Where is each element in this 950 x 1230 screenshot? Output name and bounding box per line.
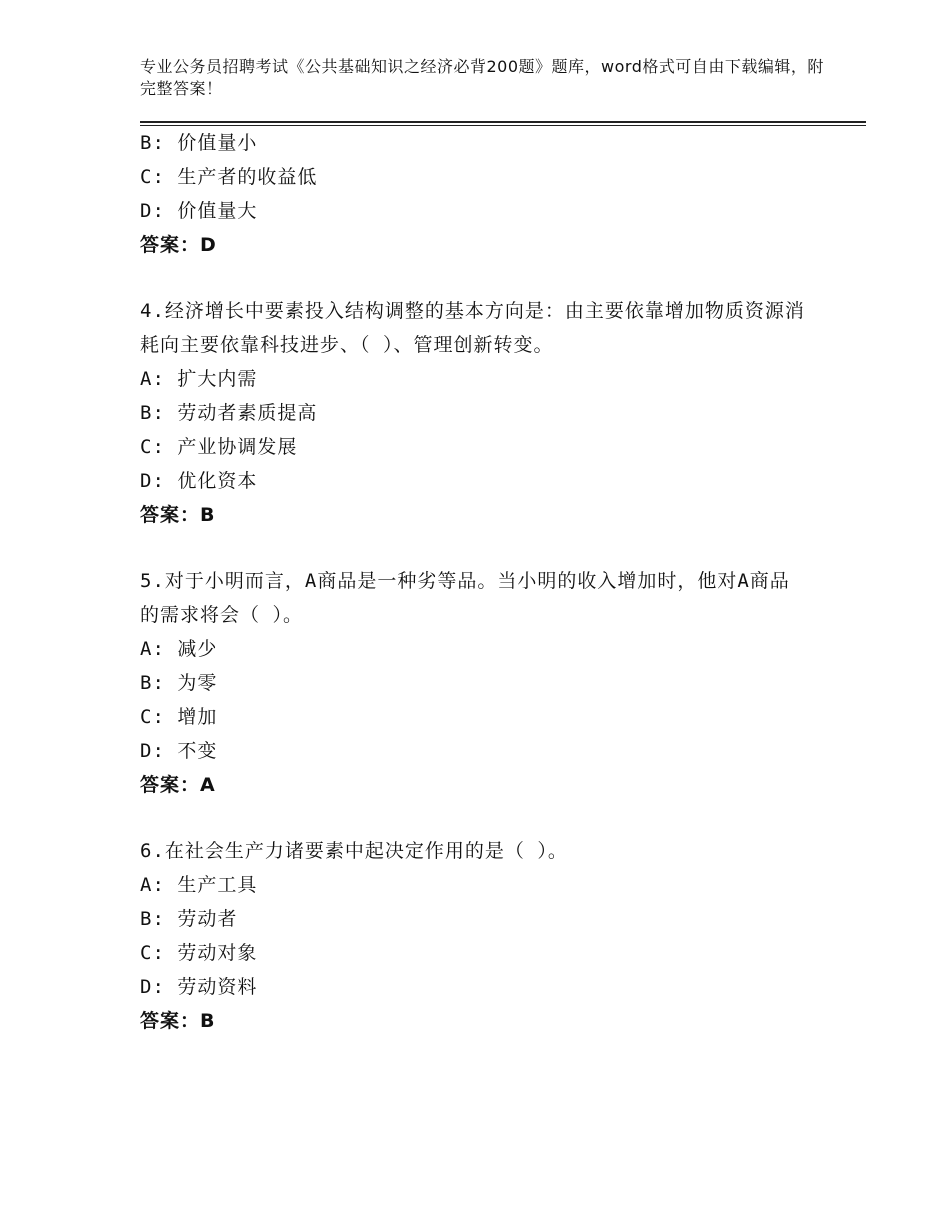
option-d: D: 优化资本 bbox=[140, 470, 258, 492]
option-c: C: 增加 bbox=[140, 706, 218, 728]
page-header bbox=[140, 56, 840, 100]
option-d: D: 价值量大 bbox=[140, 200, 258, 222]
question-4 bbox=[140, 294, 840, 532]
question-stem: 4.经济增长中要素投入结构调整的基本方向是：由主要依靠增加物质资源消耗向主要依靠科技进步、（ ）、管理创新转变。 bbox=[140, 300, 805, 356]
question-5 bbox=[140, 564, 840, 802]
question-stem: 6.在社会生产力诸要素中起决定作用的是（ ）。 bbox=[140, 840, 568, 862]
question-6 bbox=[140, 834, 840, 1038]
answer-label: 答案：A bbox=[140, 774, 216, 796]
option-b: B: 劳动者 bbox=[140, 908, 238, 930]
option-b: B: 价值量小 bbox=[140, 132, 258, 154]
option-d: D: 不变 bbox=[140, 740, 218, 762]
header-divider bbox=[140, 121, 866, 123]
option-a: A: 减少 bbox=[140, 638, 218, 660]
question-stem: 5.对于小明而言，A商品是一种劣等品。当小明的收入增加时，他对A商品的需求将会（ ）。 bbox=[140, 570, 790, 626]
option-c: C: 生产者的收益低 bbox=[140, 166, 318, 188]
option-d: D: 劳动资料 bbox=[140, 976, 258, 998]
option-c: C: 产业协调发展 bbox=[140, 436, 298, 458]
option-c: C: 劳动对象 bbox=[140, 942, 258, 964]
answer-label: 答案：B bbox=[140, 504, 216, 526]
option-b: B: 为零 bbox=[140, 672, 218, 694]
option-a: A: 生产工具 bbox=[140, 874, 258, 896]
option-b: B: 劳动者素质提高 bbox=[140, 402, 318, 424]
answer-label: 答案：D bbox=[140, 234, 217, 256]
question-3-partial bbox=[140, 126, 840, 262]
answer-label: 答案：B bbox=[140, 1010, 216, 1032]
question-list bbox=[140, 126, 840, 1038]
header-text: 专业公务员招聘考试《公共基础知识之经济必背200题》题库，word格式可自由下载编辑，附完整答案！ bbox=[140, 57, 824, 98]
option-a: A: 扩大内需 bbox=[140, 368, 258, 390]
